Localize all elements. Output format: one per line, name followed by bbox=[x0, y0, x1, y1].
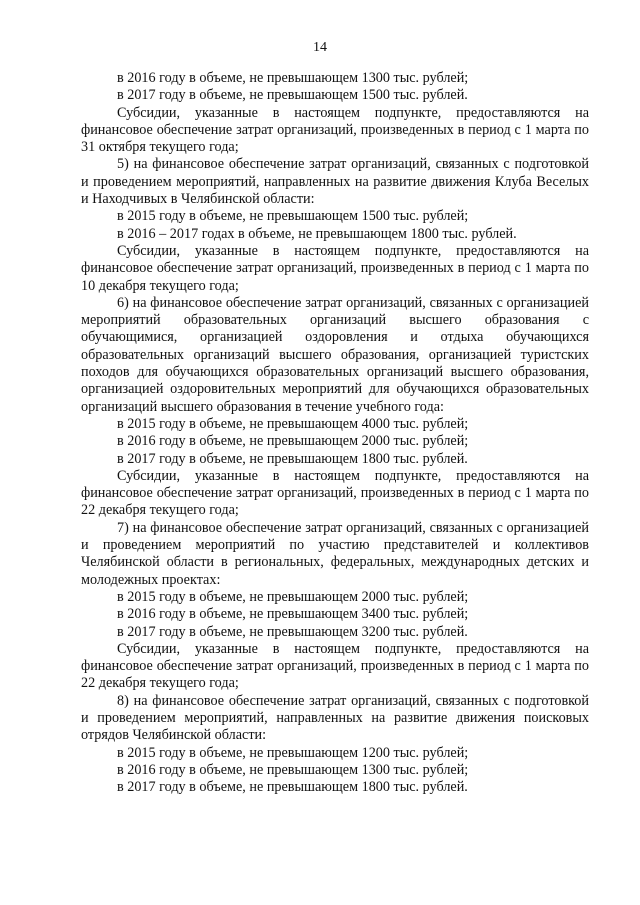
list-item: в 2017 году в объеме, не превышающем 1800 тыс. рублей. bbox=[117, 779, 468, 796]
list-item: в 2015 году в объеме, не превышающем 4000 тыс. рублей; bbox=[117, 415, 469, 432]
paragraph: Субсидии, указанные в настоящем подпункте, предоставляются на финансовое обеспечение затрат организаций, произведенных в период с 1 марта по 22 декабря текущего года; bbox=[81, 467, 589, 519]
list-item: в 2016 году в объеме, не превышающем 1300 тыс. рублей; bbox=[117, 70, 469, 86]
list-item: в 2015 году в объеме, не превышающем 1200 тыс. рублей; bbox=[117, 744, 469, 761]
list-item: в 2016 году в объеме, не превышающем 3400 тыс. рублей; bbox=[117, 606, 469, 623]
list-item: в 2017 году в объеме, не превышающем 3200 тыс. рублей. bbox=[117, 623, 468, 640]
page-number: 14 bbox=[313, 40, 327, 55]
paragraph: 7) на финансовое обеспечение затрат организаций, связанных с организацией и проведением мероприятий по участию представителей и коллективов Челябинской области в региональных, федеральных, международных детских и молодежных проектах: bbox=[81, 519, 589, 588]
list-item: в 2017 году в объеме, не превышающем 1800 тыс. рублей. bbox=[117, 450, 468, 467]
list-item: в 2016 – 2017 годах в объеме, не превышающем 1800 тыс. рублей. bbox=[117, 225, 517, 242]
paragraph: 8) на финансовое обеспечение затрат организаций, связанных с подготовкой и проведением мероприятий, направленных на развитие движения поисковых отрядов Челябинской области: bbox=[81, 692, 589, 744]
list-item: в 2016 году в объеме, не превышающем 2000 тыс. рублей; bbox=[117, 433, 469, 450]
list-item: в 2015 году в объеме, не превышающем 1500 тыс. рублей; bbox=[117, 208, 469, 225]
list-item: в 2015 году в объеме, не превышающем 2000 тыс. рублей; bbox=[117, 588, 469, 605]
paragraph: Субсидии, указанные в настоящем подпункте, предоставляются на финансовое обеспечение затрат организаций, произведенных в период с 1 марта по 31 октября текущего года; bbox=[81, 104, 589, 156]
paragraph: 5) на финансовое обеспечение затрат организаций, связанных с подготовкой и проведением мероприятий, направленных на развитие движения Клуба Веселых и Находчивых в Челябинской области: bbox=[81, 156, 589, 208]
paragraph: Субсидии, указанные в настоящем подпункте, предоставляются на финансовое обеспечение затрат организаций, произведенных в период с 1 марта по 10 декабря текущего года; bbox=[81, 242, 589, 294]
list-item: в 2016 году в объеме, не превышающем 1300 тыс. рублей; bbox=[117, 761, 469, 778]
paragraph: Субсидии, указанные в настоящем подпункте, предоставляются на финансовое обеспечение затрат организаций, произведенных в период с 1 марта по 22 декабря текущего года; bbox=[81, 640, 589, 692]
paragraph: 6) на финансовое обеспечение затрат организаций, связанных с организацией мероприятий образовательных организаций высшего образования с обучающимися, организацией оздоровления и отдыха обучающихся образовательных организаций высшего образования, организацией туристских походов для обучающихся образовательных организаций высшего образования, организацией оздоровительных мероприятий для обучающихся образовательных организаций высшего образования в течение учебного года: bbox=[81, 294, 589, 415]
document-body bbox=[81, 70, 589, 796]
list-item: в 2017 году в объеме, не превышающем 1500 тыс. рублей. bbox=[117, 87, 468, 104]
